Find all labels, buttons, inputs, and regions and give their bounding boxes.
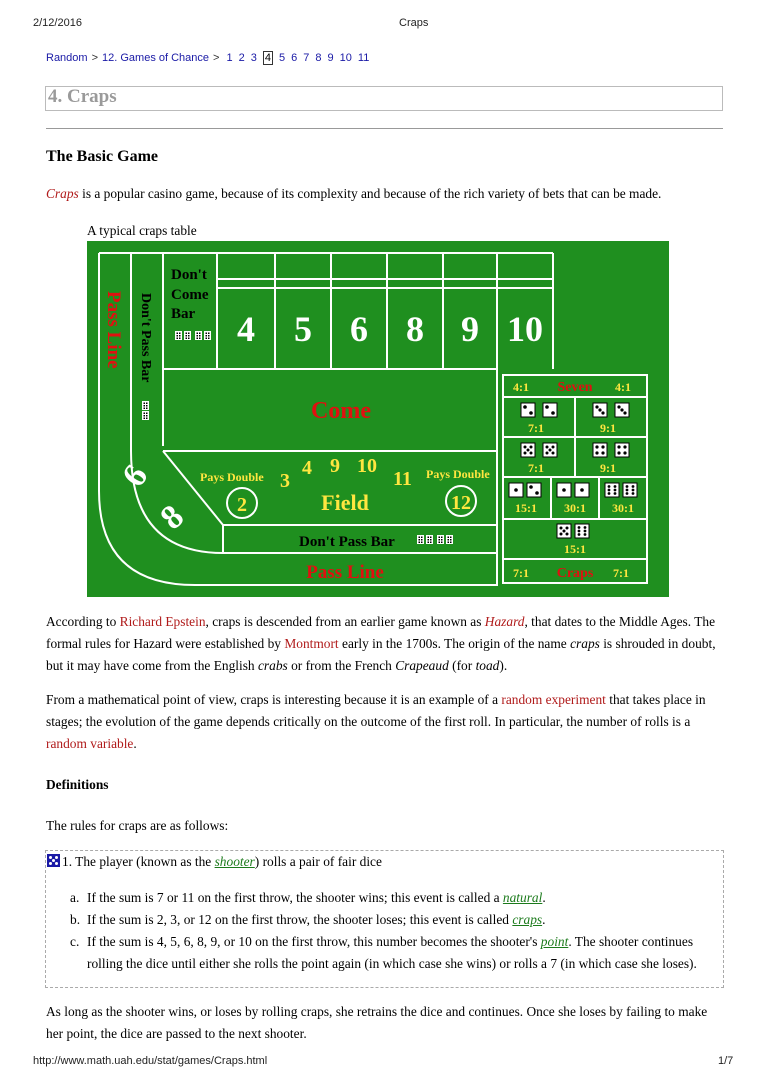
sub-rule-a-marker: a. (70, 890, 80, 905)
paragraph-history (46, 611, 726, 677)
rule1-text-b: ) rolls a pair of fair dice (254, 854, 382, 869)
paragraph-math (46, 689, 726, 755)
sub-rule-b (70, 909, 719, 931)
para1-text-a: According to (46, 614, 120, 629)
seven-odds-left: 4:1 (513, 380, 529, 394)
point-8: 8 (406, 309, 424, 349)
page-title: 4. Craps (48, 86, 117, 107)
para2-text-b: that takes place in stages; the evolution of the game depends critically on the outcome of the first roll. In particular, the number of rolls is a (46, 692, 706, 729)
dont-pass-bar-side-label: Don't Pass Bar (138, 293, 153, 383)
richard-epstein-link[interactable]: Richard Epstein (119, 614, 206, 629)
sub-rule-a-end: . (542, 890, 546, 905)
breadcrumb-random-link[interactable]: Random (46, 52, 88, 64)
para1-crabs-term: crabs (257, 658, 288, 673)
para1-crapeaud-term: Crapeaud (395, 658, 449, 673)
sub-rule-c-end: . The shooter continues rolling the dice until either she rolls the point again (in which case she wins) or rolls a 7 (in which case she loses). (87, 934, 697, 971)
craps-link[interactable]: craps (512, 912, 543, 927)
pays-double-right: Pays Double (426, 467, 490, 481)
para1-craps-term: craps (570, 636, 600, 651)
hard-odds-4: 9:1 (600, 461, 616, 475)
hard-odds-2: 9:1 (600, 421, 616, 435)
page-link-3[interactable]: 3 (250, 52, 257, 64)
definitions-heading: Definitions (46, 777, 109, 792)
hazard-link[interactable]: Hazard (484, 614, 525, 629)
dice-icon[interactable] (47, 854, 60, 867)
prop-odds-4: 15:1 (564, 542, 586, 556)
sub-rule-c (70, 931, 719, 975)
sub-rule-a (70, 887, 719, 909)
field-label: Field (321, 490, 369, 515)
prop-odds-1: 15:1 (515, 501, 537, 515)
field-number-9: 9 (330, 455, 340, 477)
para1-text-d: early in the 1700s. The origin of the name (338, 636, 571, 651)
page-link-11[interactable]: 11 (357, 52, 370, 64)
breadcrumb: Random > 12. Games of Chance > 1 2 3 4 5 6 7 8 9 10 11 (46, 52, 370, 64)
field-circle-12: 12 (451, 492, 471, 514)
craps-odds-right: 7:1 (613, 566, 629, 580)
craps-label: Craps (556, 566, 594, 581)
craps-term-link[interactable]: Craps (46, 186, 79, 201)
page-link-5[interactable]: 5 (279, 52, 286, 64)
field-number-10: 10 (357, 455, 377, 477)
craps-table-drawing (87, 241, 669, 597)
rule-1 (47, 853, 382, 871)
prop-odds-2: 30:1 (564, 501, 586, 515)
page-link-2[interactable]: 2 (238, 52, 245, 64)
pass-line-side-label: Pass Line (103, 291, 124, 369)
page-current-4: 4 (264, 52, 272, 64)
rules-intro: The rules for craps are as follows: (46, 818, 229, 833)
page-link-10[interactable]: 10 (339, 52, 352, 64)
footer-page-number: 1/7 (718, 1055, 734, 1067)
print-title: Craps (399, 17, 429, 29)
para1-text-h: ). (499, 658, 508, 673)
pass-line-bottom-label: Pass Line (306, 562, 384, 583)
para1-text-e: is shrouded in doubt, but it may have come from the English (46, 636, 716, 673)
rule1-text-a: 1. The player (known as the (62, 854, 215, 869)
sub-rule-b-end: . (542, 912, 546, 927)
field-number-11: 11 (393, 468, 412, 490)
dont-come-bar-label-3: Bar (171, 306, 196, 322)
para1-toad-term: toad (475, 658, 500, 673)
intro-text: is a popular casino game, because of its complexity and because of the rich variety of bets that can be made. (78, 186, 662, 201)
field-circle-2: 2 (237, 494, 247, 516)
point-link[interactable]: point (540, 934, 569, 949)
print-date: 2/12/2016 (33, 17, 82, 29)
pays-double-left: Pays Double (200, 470, 264, 484)
sub-rule-a-text: If the sum is 7 or 11 on the first throw, the shooter wins; this event is called a (87, 890, 503, 905)
page-link-7[interactable]: 7 (303, 52, 310, 64)
para2-text-c: . (133, 736, 137, 751)
point-9: 9 (461, 309, 479, 349)
para1-text-f: or from the French (287, 658, 396, 673)
page-link-1[interactable]: 1 (226, 52, 233, 64)
paragraph-shooter: As long as the shooter wins, or loses by rolling craps, she retrains the dice and continues. Once she loses by failing to make her point, the dice are passed to the next shooter. (46, 1004, 708, 1041)
point-5: 5 (294, 309, 312, 349)
montmort-link[interactable]: Montmort (284, 636, 339, 651)
sub-rule-b-marker: b. (70, 912, 81, 927)
dont-come-bar-label-1: Don't (171, 267, 207, 283)
page-link-6[interactable]: 6 (291, 52, 298, 64)
dont-pass-bar-bottom-label: Don't Pass Bar (299, 534, 395, 550)
come-label: Come (311, 398, 371, 424)
para1-text-c: , that dates to the Middle Ages. The formal rules for Hazard were established by (46, 614, 716, 651)
sub-rule-b-text: If the sum is 2, 3, or 12 on the first throw, the shooter loses; this event is called (87, 912, 513, 927)
natural-link[interactable]: natural (502, 890, 543, 905)
para2-text-a: From a mathematical point of view, craps is interesting because it is an example of a (46, 692, 502, 707)
point-4: 4 (237, 309, 255, 349)
page-link-8[interactable]: 8 (315, 52, 322, 64)
para1-text-b: , craps is descended from an earlier game known as (205, 614, 485, 629)
field-number-4: 4 (302, 457, 312, 479)
seven-odds-right: 4:1 (615, 380, 631, 394)
point-10: 10 (507, 309, 543, 349)
figure-caption: A typical craps table (87, 223, 197, 238)
shooter-link[interactable]: shooter (214, 854, 255, 869)
big-six-label: 6 (115, 458, 156, 494)
section-title: The Basic Game (46, 148, 158, 165)
title-divider (46, 128, 723, 129)
point-6: 6 (350, 309, 368, 349)
intro-paragraph (46, 183, 726, 205)
craps-table-figure (87, 241, 669, 597)
craps-odds-left: 7:1 (513, 566, 529, 580)
random-experiment-link[interactable]: random experiment (501, 692, 606, 707)
sub-rules-list (70, 887, 719, 975)
page-title-box (45, 86, 723, 111)
sub-rule-c-marker: c. (70, 934, 80, 949)
sub-rule-c-text: If the sum is 4, 5, 6, 8, 9, or 10 on the first throw, this number becomes the shooter's (87, 934, 541, 949)
prop-odds-3: 30:1 (612, 501, 634, 515)
big-eight-label: 8 (153, 498, 191, 537)
hard-odds-1: 7:1 (528, 421, 544, 435)
breadcrumb-chapter-link[interactable]: 12. Games of Chance (102, 52, 210, 64)
page-link-9[interactable]: 9 (327, 52, 334, 64)
rules-box (45, 850, 724, 988)
dont-come-bar-label-2: Come (171, 287, 209, 303)
random-variable-link[interactable]: random variable (46, 736, 134, 751)
footer-url: http://www.math.uah.edu/stat/games/Craps.html (33, 1055, 268, 1067)
para1-text-g: (for (448, 658, 476, 673)
field-number-3: 3 (280, 470, 290, 492)
hard-odds-3: 7:1 (528, 461, 544, 475)
seven-label: Seven (557, 380, 593, 395)
